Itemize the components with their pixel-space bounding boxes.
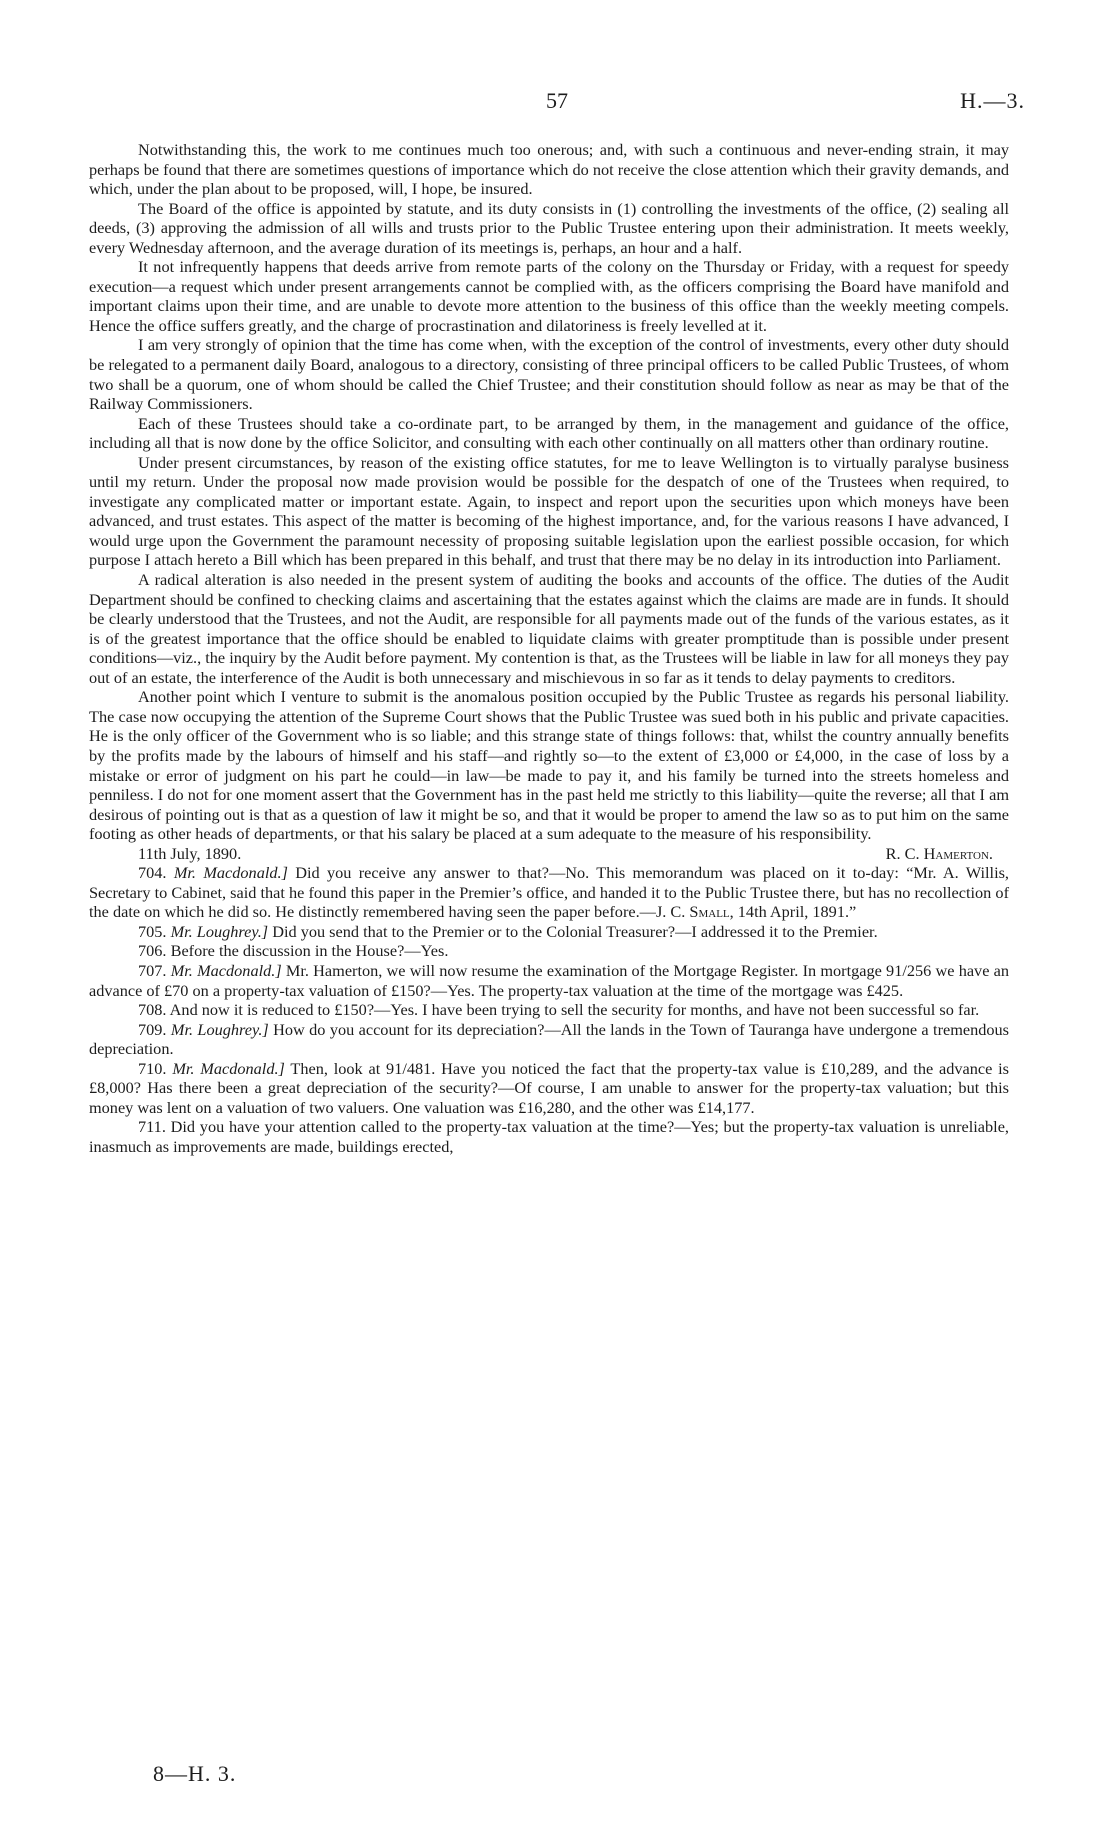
question-number: 706. xyxy=(138,941,167,961)
qa-entry xyxy=(89,863,1009,922)
speaker: Mr. Macdonald.] xyxy=(170,960,282,980)
qa-text: And now it is reduced to £150?—Yes. I have been trying to sell the security for months, and have not been successful so far. xyxy=(169,1000,980,1020)
page-number: 57 xyxy=(546,88,568,113)
question-number: 707. xyxy=(138,960,167,980)
page-header xyxy=(89,86,1025,120)
paragraph: It not infrequently happens that deeds arrive from remote parts of the colony on the Thursday or Friday, with a request for speedy execution—a request which under present arrangements cannot be complied with, as the officers comprising the Board have manifold and important claims upon their time, and are unable to devote more attention to the business of this office than the weekly meeting compels. Hence the office suffers greatly, and the charge of procrastination and dilatoriness is freely levelled at it. xyxy=(89,257,1009,335)
signatory-name: Small xyxy=(689,902,730,922)
question-number: 711. xyxy=(138,1117,166,1137)
qa-text: Then, look at 91/481. Have you noticed the fact that the property-tax value is £10,289, and the advance is £8,000? Has there been a great depreciation of the security?—Of course, I am unable to answer for the property-tax valuation; but this money was lent on a valuation of two valuers. One valuation was £16,280, and the other was £14,177. xyxy=(89,1058,1010,1117)
qa-entry xyxy=(89,1020,1009,1059)
qa-entry xyxy=(89,1000,1009,1020)
memorandum-signature: R. C. Hamerton. xyxy=(885,843,993,863)
question-number: 710. xyxy=(138,1058,167,1078)
paragraph: The Board of the office is appointed by statute, and its duty consists in (1) controlling the investments of the office, (2) sealing all deeds, (3) approving the admission of all wills and trusts prior to the Public Trustee entering upon their administration. It meets weekly, every Wednesday afternoon, and the average duration of its meetings is, perhaps, an hour and a half. xyxy=(89,198,1009,257)
qa-entry xyxy=(89,922,1009,942)
qa-text: Did you receive any answer to that?—No. This memorandum was placed on it to-day: “Mr. A. Willis, Secretary to Cabinet, said that he found this paper in the Premier’s office, and handed it to the Public Trustee there, but has no recollection of the date on which he did so. He distinctly remembered having seen the paper before.—J. C. xyxy=(89,863,1010,922)
question-number: 709. xyxy=(138,1019,167,1039)
paragraph: A radical alteration is also needed in the present system of auditing the books and accounts of the office. The duties of the Audit Department should be confined to checking claims and ascertaining that the estates against which the claims are made are in funds. It should be clearly understood that the Trustees, and not the Audit, are responsible for all payments made out of the funds of the various estates, as it is of the greatest importance that the office should be enabled to liquidate claims with greater promptitude than is possible under present conditions—viz., the inquiry by the Audit before payment. My contention is that, as the Trustees will be liable in law for all moneys they pay out of an estate, the interference of the Audit is both unnecessary and mischievous in so far as it tends to delay payments to creditors. xyxy=(89,570,1009,687)
qa-text: Did you send that to the Premier or to the Colonial Treasurer?—I addressed it to the Premier. xyxy=(268,921,878,941)
paragraph: Notwithstanding this, the work to me continues much too onerous; and, with such a continuous and never-ending strain, it may perhaps be found that there are sometimes questions of importance which do not receive the close attention which their gravity demands, and which, under the plan about to be proposed, will, I hope, be insured. xyxy=(89,140,1009,199)
qa-text: Did you have your attention called to the property-tax valuation at the time?—Yes; but the property-tax valuation is unreliable, inasmuch as improvements are made, buildings erected, xyxy=(89,1117,1009,1156)
qa-entry xyxy=(89,1117,1009,1156)
memorandum-date: 11th July, 1890. xyxy=(138,843,242,863)
document-reference: H.—3. xyxy=(960,88,1025,113)
memorandum-signoff xyxy=(89,844,1009,864)
qa-text-tail: , 14th April, 1891.” xyxy=(729,902,857,922)
qa-text: How do you account for its depreciation?—All the lands in the Town of Tauranga have undergone a tremendous depreciation. xyxy=(89,1019,1010,1059)
paragraph: Another point which I venture to submit is the anomalous position occupied by the Public Trustee as regards his personal liability. The case now occupying the attention of the Supreme Court shows that the Public Trustee was sued both in his public and private capacities. He is the only officer of the Government who is so liable; and this strange state of things follows: that, whilst the country annually benefits by the profits made by the labours of himself and his staff—and rightly so—to the extent of £3,000 or £4,000, in the case of loss by a mistake or error of judgment on his part he could—in law—be made to pay it, and his family be turned into the streets homeless and penniless. I do not for one moment assert that the Government has in the past held me strictly to this liability—quite the reverse; all that I am desirous of pointing out is that as a question of law it might be so, and that it would be proper to amend the law so as to put him on the same footing as other heads of departments, or that his salary be placed at a sum adequate to the measure of his responsibility. xyxy=(89,687,1009,844)
body-text xyxy=(89,140,1009,1156)
speaker: Mr. Loughrey.] xyxy=(170,921,269,941)
question-number: 704. xyxy=(138,863,167,883)
qa-entry xyxy=(89,941,1009,961)
paragraph: I am very strongly of opinion that the time has come when, with the exception of the control of investments, every other duty should be relegated to a permanent daily Board, analogous to a directory, consisting of three principal officers to be called Public Trustees, of whom two shall be a quorum, one of whom should be called the Chief Trustee; and their constitution should follow as near as may be that of the Railway Commissioners. xyxy=(89,335,1009,414)
speaker: Mr. Macdonald.] xyxy=(173,863,288,883)
qa-text: Before the discussion in the House?—Yes. xyxy=(170,941,449,961)
speaker: Mr. Loughrey.] xyxy=(170,1019,269,1039)
speaker: Mr. Macdonald.] xyxy=(172,1058,285,1078)
paragraph: Each of these Trustees should take a co-ordinate part, to be arranged by them, in the management and guidance of the office, including all that is now done by the office Solicitor, and consulting with each other continually on all matters other than ordinary routine. xyxy=(89,413,1009,453)
qa-entry xyxy=(89,961,1009,1000)
question-number: 705. xyxy=(138,921,167,941)
qa-text: Mr. Hamerton, we will now resume the examination of the Mortgage Register. In mortgage 91/256 we have an advance of £70 on a property-tax valuation of £150?—Yes. The property-tax valuation at the time of the mortgage was £425. xyxy=(89,960,1010,1000)
signature-mark: 8—H. 3. xyxy=(153,1761,237,1786)
question-number: 708. xyxy=(138,1000,167,1020)
qa-entry xyxy=(89,1059,1009,1118)
paragraph: Under present circumstances, by reason of the existing office statutes, for me to leave Wellington is to virtually paralyse business until my return. Under the proposal now made provision would be possible for the despatch of one of the Trustees when required, to investigate any complicated matter or important estate. Again, to inspect and report upon the securities upon which moneys have been advanced, and trust estates. This aspect of the matter is becoming of the highest importance, and, for the various reasons I have advanced, I would urge upon the Government the paramount necessity of proposing suitable legislation upon the earliest possible occasion, for which purpose I attach hereto a Bill which has been prepared in this behalf, and trust that there may be no delay in its introduction into Parliament. xyxy=(89,452,1009,570)
